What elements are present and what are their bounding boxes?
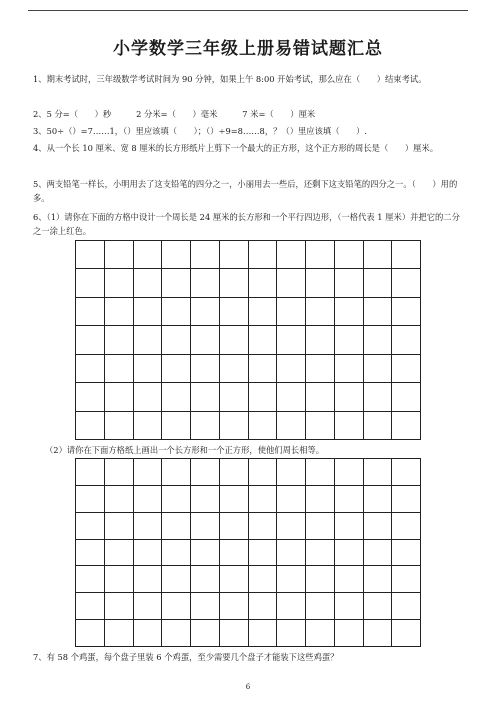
grid-cell[interactable] [105, 513, 134, 540]
grid-paper-1[interactable] [75, 240, 421, 440]
grid-cell[interactable] [364, 459, 393, 486]
grid-cell[interactable] [162, 412, 191, 440]
grid-cell[interactable] [249, 459, 278, 486]
grid-cell[interactable] [191, 620, 220, 647]
grid-cell[interactable] [191, 459, 220, 486]
grid-cell[interactable] [220, 298, 249, 326]
grid-cell[interactable] [220, 486, 249, 513]
grid-cell[interactable] [220, 412, 249, 440]
grid-cell[interactable] [134, 459, 163, 486]
grid-cell[interactable] [162, 298, 191, 326]
grid-cell[interactable] [306, 355, 335, 383]
grid-cell[interactable] [105, 540, 134, 567]
grid-cell[interactable] [249, 269, 278, 297]
grid-cell[interactable] [277, 540, 306, 567]
grid-cell[interactable] [277, 298, 306, 326]
grid-cell[interactable] [134, 566, 163, 593]
grid-cell[interactable] [392, 540, 421, 567]
question-4: 4、从一个长 10 厘米、宽 8 厘米的长方形纸片上剪下一个最大的正方形，这个正方形的周长是（ ）厘米。 [33, 143, 439, 153]
grid-cell[interactable] [364, 241, 393, 269]
grid-cell[interactable] [220, 241, 249, 269]
grid-cell[interactable] [191, 326, 220, 354]
grid-cell[interactable] [392, 269, 421, 297]
question-6-part-1: 6、（1）请你在下面的方格中设计一个周长是 24 厘米的长方形和一个平行四边形，（一格代表 1 厘米）并把它的二分之一涂上红色。 [33, 212, 460, 236]
grid-cell[interactable] [335, 355, 364, 383]
grid-cell[interactable] [191, 412, 220, 440]
grid-cell[interactable] [105, 412, 134, 440]
grid-cell[interactable] [191, 486, 220, 513]
grid-cell[interactable] [105, 241, 134, 269]
grid-cell[interactable] [335, 566, 364, 593]
grid-cell[interactable] [277, 355, 306, 383]
grid-cell[interactable] [220, 540, 249, 567]
grid-cell[interactable] [220, 355, 249, 383]
grid-cell[interactable] [335, 620, 364, 647]
grid-cell[interactable] [134, 383, 163, 411]
grid-cell[interactable] [162, 459, 191, 486]
question-1: 1、期末考试时，三年级数学考试时间为 90 分钟，如果上午 8:00 开始考试，那么应在（ ）结束考试。 [33, 74, 427, 84]
grid-cell[interactable] [220, 459, 249, 486]
grid-cell[interactable] [306, 298, 335, 326]
grid-cell[interactable] [335, 513, 364, 540]
grid-cell[interactable] [249, 593, 278, 620]
grid-cell[interactable] [277, 593, 306, 620]
grid-cell[interactable] [220, 566, 249, 593]
grid-cell[interactable] [220, 593, 249, 620]
grid-cell[interactable] [306, 241, 335, 269]
grid-cell[interactable] [306, 620, 335, 647]
grid-cell[interactable] [162, 269, 191, 297]
grid-cell[interactable] [277, 326, 306, 354]
grid-cell[interactable] [277, 412, 306, 440]
grid-cell[interactable] [105, 326, 134, 354]
grid-cell[interactable] [134, 298, 163, 326]
grid-cell[interactable] [191, 355, 220, 383]
grid-cell[interactable] [76, 459, 105, 486]
grid-cell[interactable] [162, 540, 191, 567]
grid-cell[interactable] [76, 241, 105, 269]
grid-cell[interactable] [105, 620, 134, 647]
grid-cell[interactable] [249, 298, 278, 326]
grid-cell[interactable] [249, 513, 278, 540]
grid-cell[interactable] [277, 269, 306, 297]
grid-cell[interactable] [76, 412, 105, 440]
grid-cell[interactable] [105, 269, 134, 297]
grid-cell[interactable] [249, 383, 278, 411]
grid-cell[interactable] [364, 269, 393, 297]
grid-cell[interactable] [220, 383, 249, 411]
grid-cell[interactable] [220, 620, 249, 647]
grid-cell[interactable] [76, 355, 105, 383]
grid-cell[interactable] [191, 566, 220, 593]
grid-cell[interactable] [249, 241, 278, 269]
grid-cell[interactable] [134, 241, 163, 269]
grid-cell[interactable] [105, 486, 134, 513]
grid-cell[interactable] [162, 326, 191, 354]
grid-cell[interactable] [392, 566, 421, 593]
grid-cell[interactable] [76, 513, 105, 540]
grid-cell[interactable] [191, 540, 220, 567]
grid-cell[interactable] [162, 566, 191, 593]
grid-cell[interactable] [134, 269, 163, 297]
grid-cell[interactable] [335, 593, 364, 620]
grid-cell[interactable] [220, 326, 249, 354]
question-6-part-2: （2）请你在下面方格纸上画出一个长方形和一个正方形，使他们周长相等。 [45, 445, 325, 455]
grid-cell[interactable] [277, 486, 306, 513]
grid-cell[interactable] [134, 540, 163, 567]
grid-cell[interactable] [364, 355, 393, 383]
grid-cell[interactable] [364, 383, 393, 411]
grid-cell[interactable] [335, 383, 364, 411]
grid-cell[interactable] [105, 459, 134, 486]
page-number: 6 [245, 683, 251, 691]
grid-cell[interactable] [249, 326, 278, 354]
grid-cell[interactable] [249, 486, 278, 513]
grid-cell[interactable] [162, 383, 191, 411]
grid-cell[interactable] [335, 486, 364, 513]
grid-cell[interactable] [191, 298, 220, 326]
grid-cell[interactable] [392, 620, 421, 647]
grid-cell[interactable] [392, 513, 421, 540]
grid-cell[interactable] [364, 566, 393, 593]
grid-cell[interactable] [162, 355, 191, 383]
grid-cell[interactable] [306, 269, 335, 297]
grid-cell[interactable] [335, 326, 364, 354]
question-3: 3、50÷（）=7……1，（）里应该填（ ）；（）÷9=8……8，？（）里应该填（ ）. [33, 126, 368, 136]
grid-cell[interactable] [162, 593, 191, 620]
grid-cell[interactable] [306, 566, 335, 593]
grid-cell[interactable] [134, 412, 163, 440]
grid-cell[interactable] [277, 566, 306, 593]
grid-cell[interactable] [392, 241, 421, 269]
grid-cell[interactable] [134, 486, 163, 513]
page-title: 小学数学三年级上册易错试题汇总 [113, 39, 383, 59]
grid-cell[interactable] [134, 513, 163, 540]
grid-cell[interactable] [392, 383, 421, 411]
grid-cell[interactable] [277, 459, 306, 486]
grid-cell[interactable] [162, 486, 191, 513]
grid-cell[interactable] [220, 269, 249, 297]
grid-cell[interactable] [134, 326, 163, 354]
grid-cell[interactable] [76, 298, 105, 326]
grid-cell[interactable] [249, 620, 278, 647]
grid-cell[interactable] [76, 593, 105, 620]
grid-cell[interactable] [105, 383, 134, 411]
grid-cell[interactable] [306, 412, 335, 440]
grid-cell[interactable] [364, 298, 393, 326]
grid-cell[interactable] [76, 566, 105, 593]
grid-cell[interactable] [162, 513, 191, 540]
grid-cell[interactable] [306, 486, 335, 513]
grid-cell[interactable] [76, 326, 105, 354]
grid-cell[interactable] [335, 412, 364, 440]
grid-cell[interactable] [364, 412, 393, 440]
grid-cell[interactable] [306, 540, 335, 567]
grid-cell[interactable] [191, 241, 220, 269]
grid-cell[interactable] [392, 459, 421, 486]
grid-cell[interactable] [335, 540, 364, 567]
grid-cell[interactable] [335, 241, 364, 269]
grid-cell[interactable] [76, 486, 105, 513]
grid-cell[interactable] [249, 540, 278, 567]
grid-cell[interactable] [105, 355, 134, 383]
grid-cell[interactable] [76, 269, 105, 297]
grid-cell[interactable] [364, 326, 393, 354]
grid-cell[interactable] [277, 513, 306, 540]
grid-cell[interactable] [306, 326, 335, 354]
question-7: 7、有 58 个鸡蛋，每个盘子里装 6 个鸡蛋，至少需要几个盘子才能装下这些鸡蛋？ [33, 652, 339, 662]
grid-cell[interactable] [162, 620, 191, 647]
grid-cell[interactable] [392, 298, 421, 326]
grid-cell[interactable] [392, 355, 421, 383]
grid-cell[interactable] [134, 355, 163, 383]
grid-cell[interactable] [392, 593, 421, 620]
grid-cell[interactable] [392, 412, 421, 440]
grid-cell[interactable] [364, 540, 393, 567]
grid-paper-2[interactable] [75, 458, 421, 647]
grid-cell[interactable] [335, 459, 364, 486]
grid-cell[interactable] [134, 593, 163, 620]
grid-cell[interactable] [134, 620, 163, 647]
grid-cell[interactable] [76, 620, 105, 647]
grid-cell[interactable] [392, 486, 421, 513]
grid-cell[interactable] [306, 513, 335, 540]
grid-cell[interactable] [392, 326, 421, 354]
grid-cell[interactable] [191, 593, 220, 620]
grid-cell[interactable] [191, 513, 220, 540]
grid-cell[interactable] [191, 383, 220, 411]
question-2: 2、5 分=（ ）秒 2 分米=（ ）毫米 7 米=（ ）厘米 [33, 109, 316, 119]
grid-cell[interactable] [335, 269, 364, 297]
grid-cell[interactable] [364, 593, 393, 620]
grid-cell[interactable] [162, 241, 191, 269]
grid-cell[interactable] [105, 593, 134, 620]
grid-cell[interactable] [105, 566, 134, 593]
grid-cell[interactable] [277, 383, 306, 411]
grid-cell[interactable] [249, 412, 278, 440]
grid-cell[interactable] [249, 355, 278, 383]
top-rule [28, 10, 468, 11]
grid-cell[interactable] [76, 383, 105, 411]
grid-cell[interactable] [364, 486, 393, 513]
grid-cell[interactable] [277, 620, 306, 647]
grid-cell[interactable] [364, 513, 393, 540]
grid-cell[interactable] [306, 383, 335, 411]
grid-cell[interactable] [306, 459, 335, 486]
question-5: 5、两支铅笔一样长，小明用去了这支铅笔的四分之一，小丽用去一些后，还剩下这支铅笔的四分之一。（ ）用的多。 [33, 179, 458, 203]
grid-cell[interactable] [191, 269, 220, 297]
grid-cell[interactable] [220, 513, 249, 540]
grid-cell[interactable] [335, 298, 364, 326]
grid-cell[interactable] [364, 620, 393, 647]
grid-cell[interactable] [277, 241, 306, 269]
grid-cell[interactable] [105, 298, 134, 326]
grid-cell[interactable] [249, 566, 278, 593]
grid-cell[interactable] [76, 540, 105, 567]
grid-cell[interactable] [306, 593, 335, 620]
